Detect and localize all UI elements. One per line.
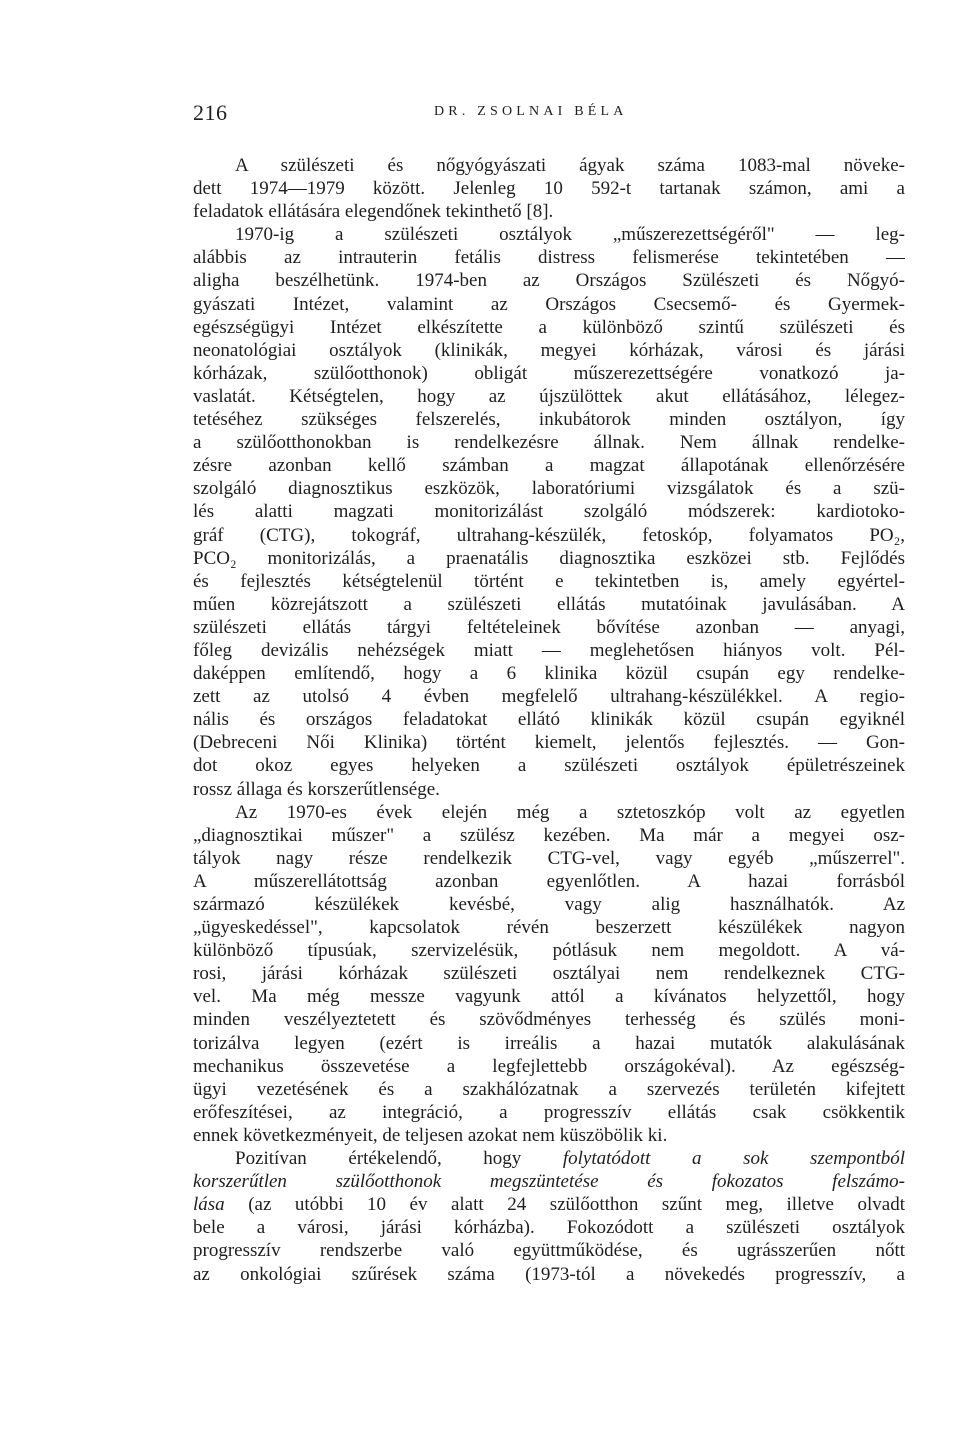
line-text: a szülőotthonokban is rendelkezésre állnak. Nem állnak rendelke- <box>193 432 905 454</box>
text-line <box>193 154 905 177</box>
line-text: aligha beszélhetünk. 1974-ben az Országos Szülészeti és Nőgyó- <box>193 270 905 292</box>
line-text: (Debreceni Női Klinika) történt kiemelt, jelentős fejlesztés. — Gon- <box>193 732 905 754</box>
text-line <box>193 500 905 523</box>
line-text: Pozitívan értékelendő, hogy <box>235 1148 563 1170</box>
italic-text: lása <box>193 1194 225 1216</box>
text-line <box>193 962 905 985</box>
line-text: feladatok ellátására elegendőnek tekinthető [8]. <box>193 201 554 223</box>
text-line <box>193 293 905 316</box>
text-line <box>193 246 905 269</box>
text-line <box>193 731 905 754</box>
line-text: műen közrejátszott a szülészeti ellátás mutatóinak javulásában. A <box>193 593 905 615</box>
line-text: dot okoz egyes helyeken a szülészeti osztályok épületrészeinek <box>193 755 905 777</box>
text-line <box>193 939 905 962</box>
line-text: 1970-ig a szülészeti osztályok „műszerezettségéről" — leg- <box>235 224 905 246</box>
text-line <box>193 801 905 824</box>
text-line <box>193 454 905 477</box>
line-text: főleg devizális nehézségek miatt — meglehetősen hiányos volt. Pél- <box>193 639 905 661</box>
text-line <box>193 1008 905 1031</box>
body-text <box>193 154 905 1286</box>
text-line <box>193 1147 905 1170</box>
text-line <box>193 1170 905 1193</box>
line-text: A szülészeti és nőgyógyászati ágyak száma 1083-mal növeke- <box>235 155 905 176</box>
page-number: 216 <box>193 100 228 125</box>
line-text: vaslatát. Kétségtelen, hogy az újszülöttek akut ellátásához, lélegez- <box>193 385 905 407</box>
line-text: rosi, járási kórházak szülészeti osztályai nem rendelkeznek CTG- <box>193 963 905 985</box>
line-text: alábbis az intrauterin fetális distress felismerése tekintetében — <box>193 247 905 269</box>
line-text: torizálva legyen (ezért is irreális a hazai mutatók alakulásának <box>193 1032 905 1054</box>
italic-text: korszerűtlen szülőotthonok megszüntetése és fokozatos felszámo- <box>193 1171 905 1193</box>
line-text: (az utóbbi 10 év alatt 24 szülőotthon szűnt meg, illetve olvadt <box>224 1194 905 1216</box>
line-text: vel. Ma még messze vagyunk attól a kívánatos helyzettől, hogy <box>193 986 905 1008</box>
running-head: DR. ZSOLNAI BÉLA <box>434 104 628 119</box>
text-line <box>193 1101 905 1124</box>
line-text: Az 1970-es évek elején még a sztetoszkóp volt az egyetlen <box>235 801 905 823</box>
text-line <box>193 269 905 292</box>
line-text: gyászati Intézet, valamint az Országos Csecsemő- és Gyermek- <box>193 293 905 315</box>
line-text: különböző típusúak, szervizelésük, pótlásuk nem megoldott. A vá- <box>193 940 905 962</box>
line-text: dett 1974—1979 között. Jelenleg 10 592-t tartanak számon, ami a <box>193 178 905 200</box>
line-text: ennek következményeit, de teljesen azokat nem küszöbölik ki. <box>193 1124 668 1146</box>
line-text: rossz állaga és korszerűtlensége. <box>193 778 440 800</box>
text-line <box>193 1216 905 1239</box>
line-text: minden veszélyeztetett és szövődményes terhesség és szülés moni- <box>193 1009 905 1031</box>
line-text: származó készülékek kevésbé, vagy alig használhatók. Az <box>193 894 905 915</box>
line-text: A műszerellátottság azonban egyenlőtlen. A hazai forrásból <box>193 870 905 892</box>
text-line <box>193 362 905 385</box>
text-line <box>193 477 905 500</box>
line-text: PCO₂ monitorizálás, a praenatális diagnosztika eszközei stb. Fejlődés <box>193 547 905 569</box>
line-text: ügyi vezetésének és a szakhálózatnak a szervezés területén kifejtett <box>193 1078 905 1100</box>
text-line <box>193 778 905 801</box>
line-text: zésre azonban kellő számban a magzat állapotának ellenőrzésére <box>193 455 905 477</box>
text-line <box>193 385 905 408</box>
line-text: progresszív rendszerbe való együttműködése, és ugrásszerűen nőtt <box>193 1240 905 1262</box>
text-line <box>193 639 905 662</box>
text-line <box>193 824 905 847</box>
line-text: szolgáló diagnosztikus eszközök, laboratóriumi vizsgálatok és a szü- <box>193 478 905 500</box>
text-line <box>193 1124 905 1147</box>
line-text: szülészeti ellátás tárgyi feltételeinek bővítése azonban — anyagi, <box>193 616 905 638</box>
line-text: gráf (CTG), tokográf, ultrahang-készülék, fetoskóp, folyamatos PO₂, <box>193 524 905 546</box>
line-text: bele a városi, járási kórházba). Fokozódott a szülészeti osztályok <box>193 1217 905 1239</box>
text-line <box>193 431 905 454</box>
text-line <box>193 754 905 777</box>
line-text: lés alatti magzati monitorizálást szolgáló módszerek: kardiotoko- <box>193 501 905 523</box>
italic-text: folytatódott a sok szempontból <box>562 1148 905 1170</box>
text-line <box>193 316 905 339</box>
text-line <box>193 593 905 616</box>
line-text: „diagnosztikai műszer" a szülész kezében. Ma már a megyei osz- <box>193 824 905 846</box>
line-text: kórházak, szülőotthonok) obligát műszerezettségére vonatkozó ja- <box>193 362 905 384</box>
line-text: zett az utolsó 4 évben megfelelő ultrahang-készülékkel. A regio- <box>193 686 905 708</box>
text-line <box>193 339 905 362</box>
text-line <box>193 1239 905 1262</box>
text-line <box>193 570 905 593</box>
text-line <box>193 547 905 570</box>
text-line <box>193 200 905 223</box>
text-line <box>193 408 905 431</box>
text-line <box>193 524 905 547</box>
line-text: nális és országos feladatokat ellátó klinikák közül csupán egyiknél <box>193 709 905 731</box>
line-text: és fejlesztés kétségtelenül történt e tekintetben is, amely egyértel- <box>193 570 905 592</box>
text-line <box>193 847 905 870</box>
text-line <box>193 685 905 708</box>
text-line <box>193 177 905 200</box>
line-text: neonatológiai osztályok (klinikák, megyei kórházak, városi és járási <box>193 339 905 361</box>
text-line <box>193 1032 905 1055</box>
text-line <box>193 662 905 685</box>
text-line <box>193 1263 905 1286</box>
line-text: egészségügyi Intézet elkészítette a különböző szintű szülészeti és <box>193 316 905 338</box>
line-text: „ügyeskedéssel", kapcsolatok révén beszerzett készülékek nagyon <box>193 917 905 939</box>
line-text: az onkológiai szűrések száma (1973-tól a növekedés progresszív, a <box>193 1263 905 1285</box>
line-text: tályok nagy része rendelkezik CTG-vel, vagy egyéb „műszerrel". <box>193 847 905 869</box>
text-line <box>193 916 905 939</box>
text-line <box>193 616 905 639</box>
text-line <box>193 870 905 893</box>
text-line <box>193 223 905 246</box>
page-header <box>193 100 913 130</box>
line-text: daképpen említendő, hogy a 6 klinika közül csupán egy rendelke- <box>193 663 905 685</box>
line-text: erőfeszítései, az integráció, a progresszív ellátás csak csökkentik <box>193 1101 905 1123</box>
text-line <box>193 1055 905 1078</box>
text-line <box>193 893 905 916</box>
line-text: mechanikus összevetése a legfejlettebb országokéval). Az egészség- <box>193 1055 905 1077</box>
text-line <box>193 985 905 1008</box>
line-text: tetéséhez szükséges felszerelés, inkubátorok minden osztályon, így <box>193 409 905 431</box>
text-line <box>193 1078 905 1101</box>
text-line <box>193 708 905 731</box>
text-line <box>193 1193 905 1216</box>
